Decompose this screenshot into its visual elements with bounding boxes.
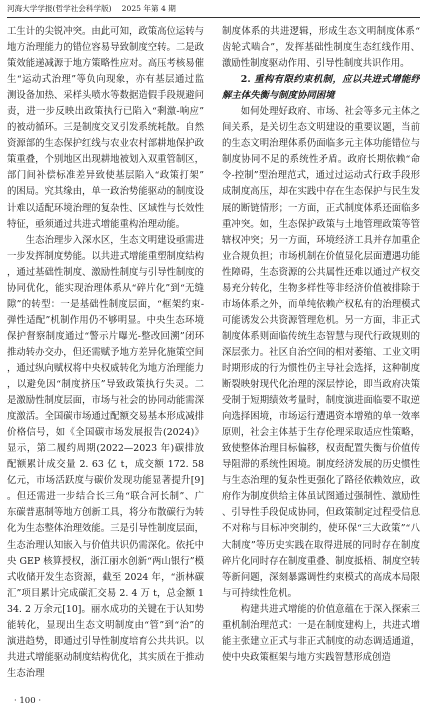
- running-header: [7, 4, 420, 14]
- journal-name: 河海大学学报(哲学社会科学版): [7, 4, 112, 13]
- paragraph: 制度体系的共进逻辑，形成生态文明制度体系“齿轮式啮合”，发挥基础性制度生态红线作用、激励性制度驱动作用、引导性制度共识作用。: [222, 26, 420, 70]
- issue-number: 2025 年第 4 期: [121, 4, 176, 13]
- header-rule: [7, 17, 420, 18]
- section-heading: [222, 72, 420, 104]
- paragraph: 生态治理步入深水区，生态文明建设亟需进一步发挥制度势能。以共进式增能重塑制度结构，通过基础性制度、激励性制度与引导性制度的协同优化，能实现治理体系从“碎片化”到“无缝隙”的转型：一是基础性制度层面，“框架约束-弹性适配”机制作用仍不够明显。中央生态环境保护督察制度通过“警示片曝光-整改回溯”闭环推动转办交办，但还需赋予地方差异化施策空间，通过纵向赋权将中央权威转化为地方治理能力，以避免因“制度挤压”导致政策执行失灵。二是激励性制度层面，市场与社会的协同动能需深度激活。全国碳市场通过配额交易基本形成减排价格信号，如《全国碳市场发展报告(2024)》显示，第二履约周期(2022—2023 年)碳排放配额累计成交量 2. 63 亿 t，成交额 172. 58 亿元，市场活跃度与碳价发现功能显著提升[9]。但还需进一步结合长三角“联合河长制”、广东碳普惠制等地方创新工具，将分布散碳行为转化为生态整体治理效能。三是引导性制度层面，生态治理认知嵌入与价值共识仍需深化。依托中央 GEP 核算授权，浙江丽水创新“两山银行”模式收储开发生态资源，截至 2024 年，“浙林碳汇”项目累计完成碳汇交易 2. 4 万 t，总金额 134. 2 万余元[10]。丽水成功的关键在于认知势能转化，显现出生态文明制度由“管”到“治”的演进趋势，即通过引导性制度培育公共共识。以共进式增能驱动制度结构优化，其实质在于推动生态治理: [7, 234, 204, 679]
- left-column: [7, 24, 204, 684]
- page-number: · 100 ·: [14, 696, 42, 706]
- paragraph: 构建共进式增能的价值意蕴在于深入探索三重机制治理范式：一是在制度建构上，共进式增能主张建立正式与非正式制度的动态调适通道，使中央政策框架与地方实践智慧形成创造: [222, 603, 420, 663]
- paragraph: 工生计的尖锐冲突。由此可知，政策高位运转与地方治理能力的错位容易导致制度空转。二是政策效能递减源于地方策略性应对。高压考核易催生“运动式治理”等负向现象，亦有基层通过监测设备加热、采样头喷水等数据造假手段规避问责，进一步反映出政策执行已陷入“剩激-响应”的被动循环。三是制度交叉引发系统耗散。自然资源部的生态保护红线与农业农村部耕地保护政策重叠，个别地区出现耕地被划入双重管制区，部门间补偿标准差异致使基层陷入“政策打架”的困局。究其缘由，单一政治势能驱动的制度设计难以适配环境治理的复杂性、区域性与长效性特征，亟须通过共进式增能重构治理动能。: [7, 26, 204, 230]
- right-column: [222, 24, 420, 684]
- section-heading-number: 2.: [240, 74, 251, 86]
- paragraph: 如何处理好政府、市场、社会等多元主体之间关系，是关切生态文明建设的重要议题，当前的生态文明治理体系仍面临多元主体功能错位与制度协同不足的系统性矛盾。政府长期依赖“命令-控制”型治理范式，通过过运动式行政手段形成制度高压，却在实践中存在生态保护与民生发展的断链情形；一方面，正式制度体系还面临多重冲突。如，生态保护政策与土地管理政策等管辖权冲突；另一方面，环境经济工具并存加重企业合规负担；市场机制在价值显化层面遭遇功能性障碍，生态资源的公共属性还难以通过产权交易充分转化，生物多样性等非经济价值被排除于市场体系之外，而单纯依赖产权私有的治理模式可能诱发公共资源管理危机。另一方面，非正式制度体系则面临传统生态智慧与现代行政规则的深层张力。社区自治空间的相对萎缩、工业文明时期形成的行为惯性仍主导社会选择，这种制度断裂映射现代化治理的深层悖论，即当政府决策受制于短期绩效考量时，制度演进面临要不取逆向选择困境，市场运行遭遇资本增殖的单一效率原则，社会主体基于生存伦理采取适应性策略，致使整体治理目标偏移，权责配置失衡与价值传导阻滞的系统性困境。制度经济发展的历史惯性与生态治理的复杂性更强化了路径依赖效应，政府作为制度供给主体虽试图通过强制性、激励性、引导性手段促成协同，但政策制定过程受信息不对称与目标冲突制约，使环保“三大政策”“八大制度”等历史实践在取得进展的同时存在制度碎片化同时存在制度重叠、制度抵梧、制度空转等新问题，深刻暴露调性约束模式的高成本局限与可持续性危机。: [222, 106, 420, 599]
- section-heading-text: 重构有限约束机制，应以共进式增能纾解主体失衡与制度协同困境: [222, 74, 420, 102]
